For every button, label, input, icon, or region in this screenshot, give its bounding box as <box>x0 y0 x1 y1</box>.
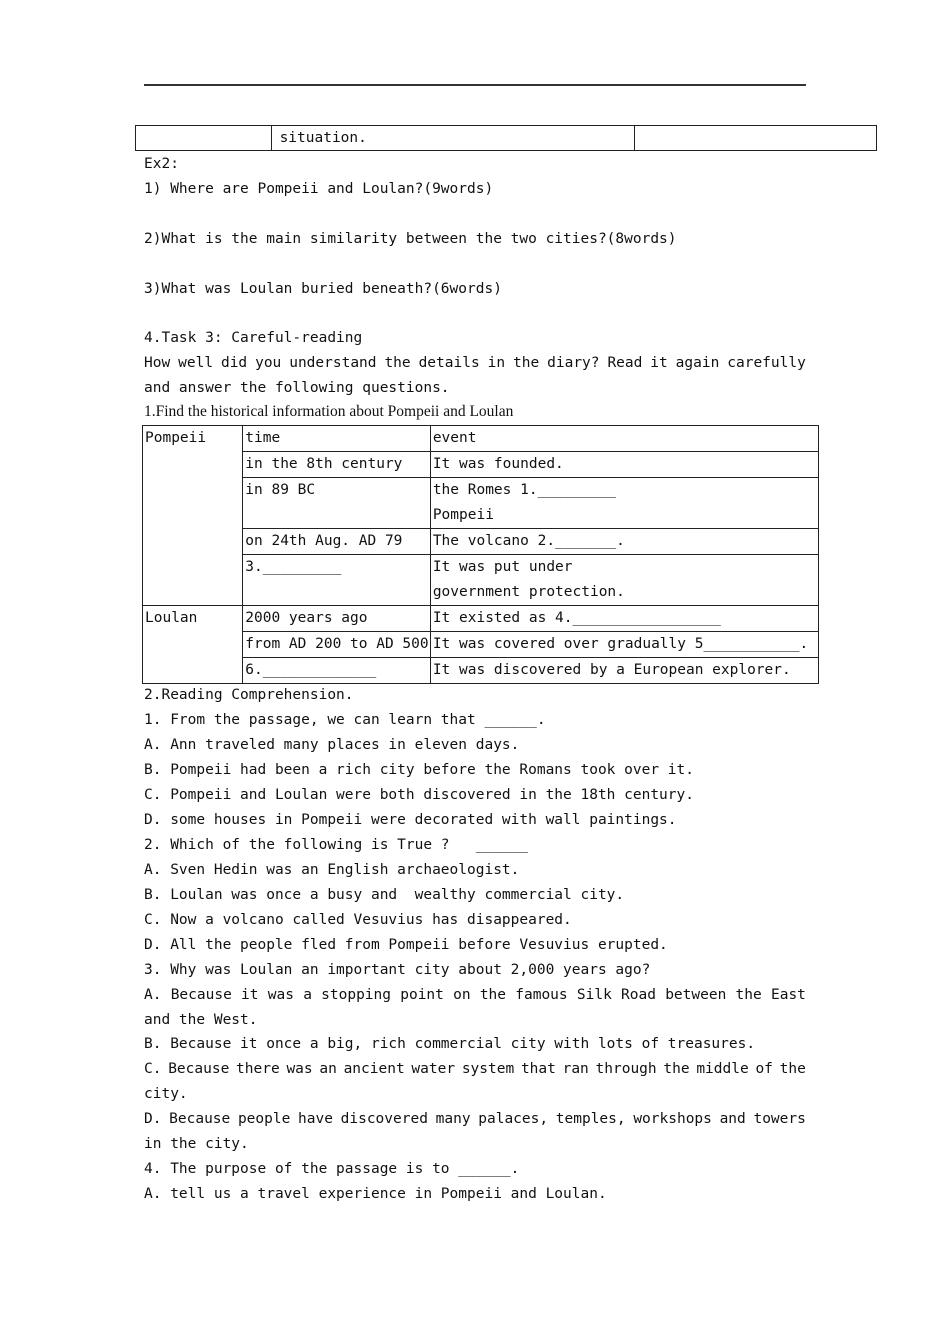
option-1b: B. Pompeii had been a rich city before the Romans took over it. <box>144 762 694 778</box>
time-cell: 2000 years ago <box>243 606 431 632</box>
time-cell: in 89 BC <box>243 478 431 529</box>
question-2: 2. Which of the following is True ? ______ <box>144 837 529 853</box>
table-title: 1.Find the historical information about Pompeii and Loulan <box>144 403 514 420</box>
loulan-label: Loulan <box>143 606 243 684</box>
option-3d-line1: D. Because people have discovered many palaces, temples, workshops and towers <box>144 1111 806 1127</box>
event-cell: It was discovered by a European explorer. <box>430 658 818 684</box>
header-event: event <box>430 426 818 452</box>
option-3d-line2: in the city. <box>144 1136 249 1152</box>
option-3b: B. Because it once a big, rich commercial city with lots of treasures. <box>144 1036 756 1052</box>
ex2-question-2: 2)What is the main similarity between the two cities?(8words) <box>144 231 677 247</box>
question-1: 1. From the passage, we can learn that ______. <box>144 712 546 728</box>
time-cell: 3._________ <box>243 555 431 606</box>
task3-heading: 4.Task 3: Careful-reading <box>144 330 363 346</box>
ex2-question-3: 3)What was Loulan buried beneath?(6words) <box>144 281 502 297</box>
table-row <box>143 555 819 606</box>
event-cell: It was founded. <box>430 452 818 478</box>
option-1c: C. Pompeii and Loulan were both discovered in the 18th century. <box>144 787 694 803</box>
event-cell: The volcano 2._______. <box>430 529 818 555</box>
table-cell: situation. <box>271 126 634 151</box>
table-cell <box>136 126 272 151</box>
table-row <box>143 658 819 684</box>
table-row <box>136 126 877 151</box>
ex2-question-1: 1) Where are Pompeii and Loulan?(9words) <box>144 181 494 197</box>
task3-intro-line2: and answer the following questions. <box>144 380 450 396</box>
time-cell: on 24th Aug. AD 79 <box>243 529 431 555</box>
event-cell: It was put under government protection. <box>430 555 818 606</box>
table-row <box>143 529 819 555</box>
option-4a: A. tell us a travel experience in Pompeii and Loulan. <box>144 1186 607 1202</box>
option-3c-line1: C. Because there was an ancient water system that ran through the middle of the <box>144 1061 806 1077</box>
reading-heading: 2.Reading Comprehension. <box>144 687 354 703</box>
option-3a-line2: and the West. <box>144 1012 258 1028</box>
historical-info-table <box>142 425 819 684</box>
question-3: 3. Why was Loulan an important city about 2,000 years ago? <box>144 962 651 978</box>
time-cell: 6._____________ <box>243 658 431 684</box>
option-2a: A. Sven Hedin was an English archaeologist. <box>144 862 520 878</box>
option-1d: D. some houses in Pompeii were decorated with wall paintings. <box>144 812 677 828</box>
option-2d: D. All the people fled from Pompeii before Vesuvius erupted. <box>144 937 668 953</box>
time-cell: from AD 200 to AD 500 <box>243 632 431 658</box>
header-rule <box>144 84 806 86</box>
option-2b: B. Loulan was once a busy and wealthy commercial city. <box>144 887 625 903</box>
table-row <box>143 452 819 478</box>
table-cell <box>634 126 876 151</box>
event-cell: It existed as 4._________________ <box>430 606 818 632</box>
table-row <box>143 606 819 632</box>
event-cell: It was covered over gradually 5___________. <box>430 632 818 658</box>
table-row <box>143 478 819 529</box>
task3-intro-line1: How well did you understand the details in the diary? Read it again carefully <box>144 355 806 371</box>
question-4: 4. The purpose of the passage is to ______. <box>144 1161 520 1177</box>
event-cell: the Romes 1._________ Pompeii <box>430 478 818 529</box>
header-time: time <box>243 426 431 452</box>
option-1a: A. Ann traveled many places in eleven days. <box>144 737 520 753</box>
continuation-table <box>135 125 877 151</box>
time-cell: in the 8th century <box>243 452 431 478</box>
option-3a-line1: A. Because it was a stopping point on the famous Silk Road between the East <box>144 987 806 1003</box>
table-row <box>143 632 819 658</box>
ex2-heading: Ex2: <box>144 156 179 172</box>
option-2c: C. Now a volcano called Vesuvius has disappeared. <box>144 912 572 928</box>
pompeii-label: Pompeii <box>143 426 243 606</box>
table-row <box>143 426 819 452</box>
option-3c-line2: city. <box>144 1086 188 1102</box>
